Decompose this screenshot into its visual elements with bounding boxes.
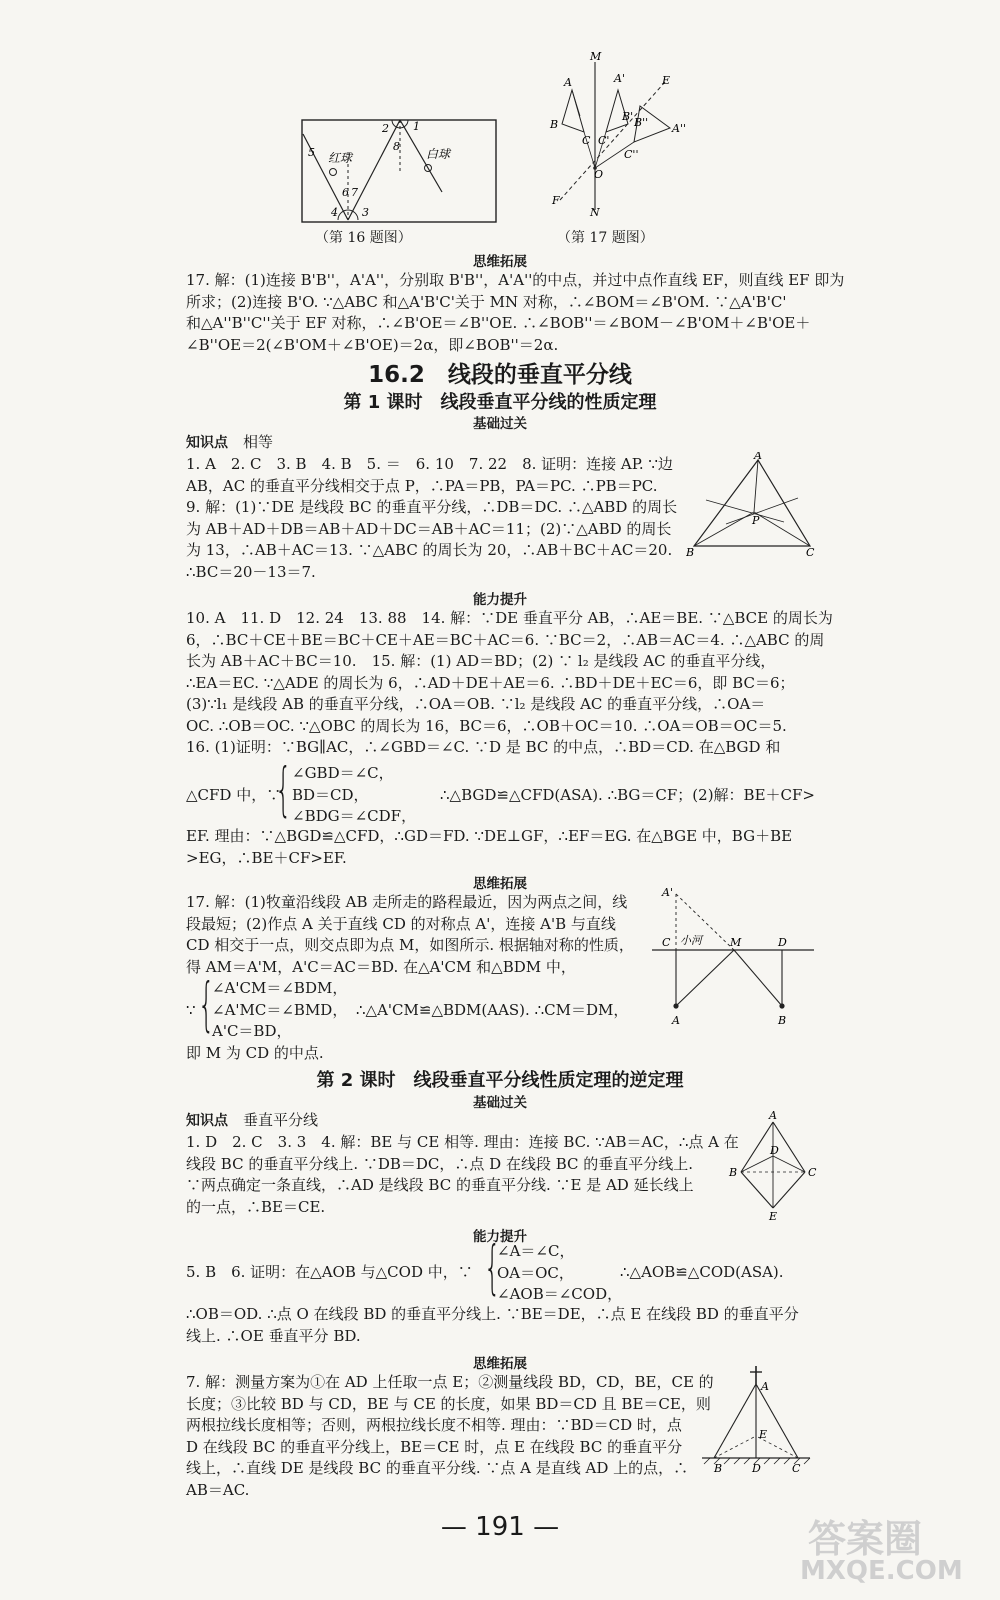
text-line: 为 13，∴AB＋AC＝13. ∵△ABC 的周长为 20，∴AB＋BC＋AC＝20.: [186, 541, 673, 559]
text-line: 7. 解：测量方案为①在 AD 上任取一点 E；②测量线段 BD，CD，BE，CE 的: [186, 1373, 714, 1391]
d1-system: [212, 978, 347, 1043]
ability-answers-1: [186, 608, 833, 759]
text-line: ∠GBD＝∠C，: [292, 764, 394, 782]
brace: {: [484, 1233, 501, 1301]
text-line: ∴EA＝EC. ∵△ADE 的周长为 6，∴AD＋DE＋AE＝6. ∴BD＋DE＋EC＝6，即 BC＝6；: [186, 673, 795, 692]
fig16-label-red: 红球: [328, 151, 353, 165]
c16-pre: △CFD 中，∵: [186, 786, 282, 804]
text-line: EF. 理由：∵△BGD≌△CFD，∴GD＝FD. ∵DE⊥GF，∴EF＝EG. 在△BGE 中，BG＋BE: [186, 827, 793, 845]
text-line: ∠A'CM＝∠BDM，: [212, 979, 348, 997]
c16-end: [186, 826, 792, 869]
figure-16-diagram: [300, 112, 500, 224]
fig17-label-B2: B'': [634, 116, 649, 129]
d1-post: ∴△A'CM≌△BDM(AAS). ∴CM＝DM，: [356, 1001, 629, 1019]
fig17-label-N: N: [590, 206, 600, 219]
text-line: AB，AC 的垂直平分线相交于点 P，∴PA＝PB，PA＝PC. ∴PB＝PC.: [186, 476, 658, 495]
text-line: A'C＝BD，: [212, 1022, 292, 1040]
chapter-title: 16.2 线段的垂直平分线: [368, 362, 632, 388]
fig17-label-M: M: [590, 50, 602, 63]
kite-label-E: E: [769, 1210, 778, 1222]
text-line: 16. (1)证明：∵BG∥AC，∴∠GBD＝∠C. ∵D 是 BC 的中点，∴BD＝CD. 在△BGD 和: [186, 738, 781, 756]
text-line: 1. A 2. C 3. B 4. B 5. ＝ 6. 10 7. 22 8. 证明：连接 AP. ∵边: [186, 455, 673, 473]
river-label-A1: A': [662, 886, 673, 899]
fig17-label-C: C: [582, 134, 591, 147]
text-line: ∠AOB＝∠COD，: [497, 1285, 623, 1303]
knowledge-point-label: 知识点: [186, 1113, 228, 1129]
text-line: ∠BDG＝∠CDF，: [292, 807, 417, 825]
fig17-label-C1: C': [598, 134, 610, 147]
river-label-C: C: [662, 936, 671, 949]
knowledge-point-1: [186, 432, 273, 455]
kite-label-A: A: [769, 1109, 777, 1122]
fig16-label-white: 白球: [426, 147, 451, 161]
text-line: OA＝OC，: [497, 1263, 574, 1282]
text-line: ∠A'MC＝∠BMD，: [212, 1000, 348, 1019]
fig16-label-3: 3: [362, 206, 369, 219]
tower-diagram: [700, 1364, 812, 1480]
fig17-label-B: B: [550, 118, 559, 131]
basic-answers-2: [186, 1132, 739, 1218]
text-line: 线上. ∴OE 垂直平分 BD.: [186, 1326, 361, 1345]
text-line: 6，∴BC＋CE＋BE＝BC＋CE＋AE＝BC＋AC＝6. ∵BC＝2，∴AB＝AC＝4. ∴△ABC 的周: [186, 630, 825, 649]
text-line: >EG，∴BE＋CF>EF.: [186, 848, 347, 867]
text-line: ∴OB＝OD. ∴点 O 在线段 BD 的垂直平分线上. ∵BE＝DE，∴点 E 在线段 BD 的垂直平分: [186, 1305, 799, 1323]
text-line: 17. 解：(1)牧童沿线段 AB 走所走的路程最近，因为两点之间，线: [186, 893, 628, 911]
text-line: 为 AB＋AD＋DB＝AB＋AD＋DC＝AB＋AC＝11；(2)∵△ABD 的周长: [186, 519, 672, 538]
river-label-B: B: [778, 1014, 787, 1027]
text-line: 10. A 11. D 12. 24 13. 88 14. 解：∵DE 垂直平分 AB，∴AE＝BE. ∵△BCE 的周长为: [186, 609, 833, 627]
section-jcgg-2: 基础过关: [473, 1095, 527, 1111]
c2-pre: 5. B 6. 证明：在△AOB 与△COD 中，∵: [186, 1263, 473, 1281]
page-number: — 191 —: [440, 1512, 560, 1542]
lesson-2-title: 第 2 课时 线段垂直平分线性质定理的逆定理: [316, 1070, 684, 1091]
section-jcgg-1: 基础过关: [473, 416, 527, 432]
fig16-label-8: 8: [393, 140, 400, 153]
triangle-p-diagram: [686, 452, 818, 558]
river-label-M: M: [730, 936, 742, 949]
section-nlts-2: 能力提升: [473, 1229, 527, 1245]
river-label-A: A: [672, 1014, 680, 1027]
triP-label-B: B: [686, 546, 695, 558]
fig16-label-1: 1: [413, 120, 420, 133]
text-line: 两根拉线长度相等；否则，两根拉线长度不相等. 理由：∵BD＝CD 时，点: [186, 1416, 682, 1434]
triP-label-P: P: [752, 514, 760, 527]
text-line: 9. 解：(1)∵DE 是线段 BC 的垂直平分线，∴DB＝DC. ∴△ABD 的周长: [186, 498, 678, 516]
text-line: D 在线段 BC 的垂直平分线上，BE＝CE 时，点 E 在线段 BC 的垂直平分: [186, 1437, 683, 1456]
river-label-river: 小河: [680, 934, 702, 947]
kite-label-D: D: [770, 1144, 779, 1157]
lesson-1-title: 第 1 课时 线段垂直平分线的性质定理: [343, 392, 657, 413]
text-line: 和△A''B''C''关于 EF 对称，∴∠B'OE＝∠B''OE. ∴∠BOB''＝∠BOM－∠B'OM＋∠B'OE＋: [186, 314, 811, 332]
knowledge-point-2: [186, 1110, 318, 1133]
knowledge-point-text: 垂直平分线: [243, 1111, 319, 1129]
kite-label-B: B: [729, 1166, 738, 1179]
fig17-label-B1: B': [622, 110, 634, 123]
fig17-label-E: E: [662, 74, 671, 87]
text-line: 17. 解：(1)连接 B'B''，A'A''，分别取 B'B''，A'A''的中点，并过中点作直线 EF，则直线 EF 即为: [186, 271, 845, 289]
fig16-label-7: 7: [351, 186, 358, 199]
fig16-label-4: 4: [331, 206, 338, 219]
text-line: AB＝AC.: [186, 1480, 250, 1499]
text-line: CD 相交于一点，则交点即为点 M，如图所示. 根据轴对称的性质，: [186, 936, 634, 954]
d1-pre: ∵: [186, 1001, 196, 1019]
text-line: 线上，∴直线 DE 是线段 BC 的垂直平分线. ∵点 A 是直线 AD 上的点，∴: [186, 1459, 689, 1477]
kite-diagram: [725, 1108, 821, 1222]
section-swtz-3: 思维拓展: [473, 1356, 527, 1372]
c2-post: ∴△AOB≌△COD(ASA).: [620, 1263, 784, 1281]
figure-16-caption: （第 16 题图）: [315, 230, 412, 246]
section-nlts-1: 能力提升: [473, 592, 527, 608]
text-line: 1. D 2. C 3. 3 4. 解：BE 与 CE 相等. 理由：连接 BC. ∵AB＝AC，∴点 A 在: [186, 1133, 739, 1151]
text-line: OC. ∴OB＝OC. ∵△OBC 的周长为 16，BC＝6，∴OB＋OC＝10. ∴OA＝OB＝OC＝5.: [186, 716, 787, 735]
fig17-label-A: A: [564, 76, 572, 89]
section-swtz-2: 思维拓展: [473, 876, 527, 892]
knowledge-point-label: 知识点: [186, 435, 228, 451]
fig17-label-F: F: [552, 194, 560, 207]
text-line: 的一点，∴BE＝CE.: [186, 1197, 326, 1216]
text-line: ∴BC＝20－13＝7.: [186, 562, 316, 581]
fig16-label-6: 6: [342, 186, 349, 199]
figure-17-caption: （第 17 题图）: [557, 230, 654, 246]
tower-label-E: E: [759, 1428, 768, 1441]
fig16-label-5: 5: [308, 146, 315, 159]
text-line: 长为 AB＋AC＋BC＝10. 15. 解：(1) AD＝BD；(2) ∵ l₂ 是线段 AC 的垂直平分线，: [186, 652, 776, 670]
watermark-url: MXQE.COM: [800, 1556, 963, 1586]
tower-label-A: A: [761, 1380, 769, 1393]
text-line: 得 AM＝A'M，A'C＝AC＝BD. 在△A'CM 和△BDM 中，: [186, 957, 576, 976]
figure-17-diagram: [540, 50, 700, 220]
brace: {: [275, 755, 292, 823]
text-line: ∠B''OE＝2(∠B'OM＋∠B'OE)＝2α，即∠BOB''＝2α.: [186, 335, 559, 354]
triP-label-A: A: [754, 452, 762, 462]
expand-answer-1: [186, 892, 634, 978]
c2-end: [186, 1304, 799, 1347]
d1-end: 即 M 为 CD 的中点.: [186, 1044, 324, 1062]
text-line: ∠A＝∠C，: [497, 1242, 575, 1260]
text-line: 长度；③比较 BD 与 CD，BE 与 CE 的长度，如果 BD＝CD 且 BE＝CE，则: [186, 1394, 711, 1413]
kite-label-C: C: [808, 1166, 817, 1179]
section-swtz-1: 思维拓展: [473, 254, 527, 270]
answer-17-prev: [186, 270, 844, 356]
fig17-label-A2: A'': [672, 122, 686, 135]
c2-system: [497, 1241, 622, 1306]
tower-label-B: B: [714, 1462, 723, 1475]
watermark-logo: 答案圈: [808, 1517, 923, 1561]
tower-label-D: D: [752, 1462, 761, 1475]
tower-label-C: C: [792, 1462, 801, 1475]
river-label-D: D: [778, 936, 787, 949]
text-line: 段最短；(2)作点 A 关于直线 CD 的对称点 A'，连接 A'B 与直线: [186, 914, 616, 933]
text-line: 线段 BC 的垂直平分线上. ∵DB＝DC，∴点 D 在线段 BC 的垂直平分线上.: [186, 1154, 694, 1173]
fig17-label-C2: C'': [624, 148, 639, 161]
fig16-label-2: 2: [382, 122, 389, 135]
text-line: ∵两点确定一条直线，∴AD 是线段 BC 的垂直平分线. ∵E 是 AD 延长线上: [186, 1176, 694, 1194]
brace: {: [198, 970, 215, 1038]
text-line: BD＝CD，: [292, 785, 369, 804]
fig17-label-A1: A': [614, 72, 625, 85]
triP-label-C: C: [806, 546, 815, 558]
knowledge-point-text: 相等: [243, 433, 274, 451]
c16-system: [292, 763, 416, 828]
c16-post: ∴△BGD≌△CFD(ASA). ∴BG＝CF；(2)解：BE＋CF>: [440, 786, 815, 804]
basic-answers-1: [186, 454, 677, 583]
expand-answer-2: [186, 1372, 714, 1501]
river-diagram: [648, 884, 818, 1032]
fig17-label-O: O: [594, 168, 604, 181]
text-line: 所求；(2)连接 B'O. ∵△ABC 和△A'B'C'关于 MN 对称，∴∠BOM＝∠B'OM. ∵△A'B'C': [186, 292, 787, 311]
text-line: (3)∵l₁ 是线段 AB 的垂直平分线，∴OA＝OB. ∵l₂ 是线段 AC 的垂直平分线，∴OA＝: [186, 695, 766, 713]
